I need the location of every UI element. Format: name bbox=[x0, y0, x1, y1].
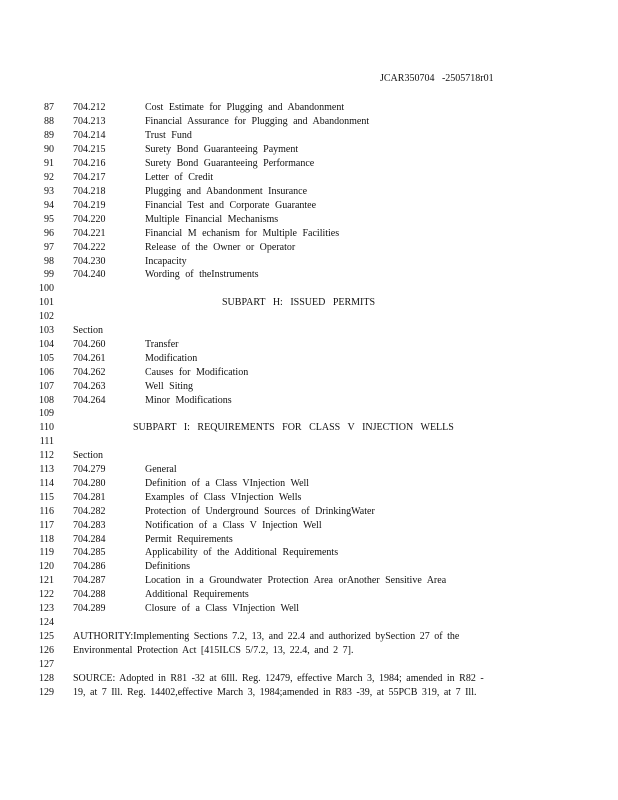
section-number: 704.285 bbox=[73, 547, 106, 558]
line-number: 102 bbox=[39, 311, 54, 322]
line-number: 94 bbox=[44, 200, 54, 211]
line-number: 98 bbox=[44, 256, 54, 267]
subpart-i-heading: SUBPART I: REQUIREMENTS FOR CLASS V INJECTION WELLS bbox=[133, 422, 454, 433]
line-number: 107 bbox=[39, 381, 54, 392]
line-number: 91 bbox=[44, 158, 54, 169]
section-title: Letter of Credit bbox=[145, 172, 214, 183]
section-title: Examples of Class VInjection Wells bbox=[145, 492, 302, 503]
section-number: 704.264 bbox=[73, 395, 106, 406]
section-title: Additional Requirements bbox=[145, 589, 249, 600]
line-number: 109 bbox=[39, 408, 54, 419]
section-number: 704.216 bbox=[73, 158, 106, 169]
line-number: 113 bbox=[39, 464, 54, 475]
section-number: 704.212 bbox=[73, 102, 106, 113]
section-number: 704.284 bbox=[73, 534, 106, 545]
section-number: 704.240 bbox=[73, 269, 106, 280]
section-title: Causes for Modification bbox=[145, 367, 249, 378]
line-number: 97 bbox=[44, 242, 54, 253]
section-number: 704.220 bbox=[73, 214, 106, 225]
section-label: Section bbox=[73, 325, 103, 336]
authority-line: Environmental Protection Act [415ILCS 5/7.2, 13, 22.4, and 2 7]. bbox=[73, 645, 354, 656]
line-number: 95 bbox=[44, 214, 54, 225]
line-number: 104 bbox=[39, 339, 54, 350]
section-number: 704.222 bbox=[73, 242, 106, 253]
line-number: 114 bbox=[39, 478, 54, 489]
line-number: 112 bbox=[39, 450, 54, 461]
line-number: 125 bbox=[39, 631, 54, 642]
line-number: 106 bbox=[39, 367, 54, 378]
section-title: General bbox=[145, 464, 177, 475]
section-number: 704.213 bbox=[73, 116, 106, 127]
source-line: 19, at 7 Ill. Reg. 14402,effective March 3, 1984;amended in R83 -39, at 55PCB 319, at 7 Ill. bbox=[73, 687, 477, 698]
section-number: 704.221 bbox=[73, 228, 106, 239]
section-number: 704.281 bbox=[73, 492, 106, 503]
section-title: Definitions bbox=[145, 561, 190, 572]
section-title: Plugging and Abandonment Insurance bbox=[145, 186, 308, 197]
section-label: Section bbox=[73, 450, 103, 461]
line-number: 116 bbox=[39, 506, 54, 517]
line-number: 89 bbox=[44, 130, 54, 141]
section-number: 704.260 bbox=[73, 339, 106, 350]
line-number: 123 bbox=[39, 603, 54, 614]
line-number: 124 bbox=[39, 617, 54, 628]
section-number: 704.288 bbox=[73, 589, 106, 600]
line-number: 87 bbox=[44, 102, 54, 113]
section-number: 704.262 bbox=[73, 367, 106, 378]
line-number: 101 bbox=[39, 297, 54, 308]
section-number: 704.215 bbox=[73, 144, 106, 155]
line-number: 129 bbox=[39, 687, 54, 698]
section-number: 704.217 bbox=[73, 172, 106, 183]
section-number: 704.230 bbox=[73, 256, 106, 267]
section-title: Financial Assurance for Plugging and Abandonment bbox=[145, 116, 370, 127]
section-title: Multiple Financial Mechanisms bbox=[145, 214, 279, 225]
subpart-h-heading: SUBPART H: ISSUED PERMITS bbox=[222, 297, 376, 308]
section-title: Applicability of the Additional Requirements bbox=[145, 547, 339, 558]
line-number: 120 bbox=[39, 561, 54, 572]
section-title: Location in a Groundwater Protection Area orAnother Sensitive Area bbox=[145, 575, 447, 586]
line-number: 128 bbox=[39, 673, 54, 684]
line-number: 118 bbox=[39, 534, 54, 545]
section-number: 704.286 bbox=[73, 561, 106, 572]
section-title: Cost Estimate for Plugging and Abandonment bbox=[145, 102, 345, 113]
line-number: 127 bbox=[39, 659, 54, 670]
line-number: 105 bbox=[39, 353, 54, 364]
section-title: Surety Bond Guaranteeing Performance bbox=[145, 158, 315, 169]
section-title: Trust Fund bbox=[145, 130, 192, 141]
section-number: 704.261 bbox=[73, 353, 106, 364]
section-title: Well Siting bbox=[145, 381, 194, 392]
line-number: 99 bbox=[44, 269, 54, 280]
section-number: 704.289 bbox=[73, 603, 106, 614]
section-number: 704.280 bbox=[73, 478, 106, 489]
section-title: Financial M echanism for Multiple Facilities bbox=[145, 228, 340, 239]
section-title: Wording of theInstruments bbox=[145, 269, 259, 280]
section-title: Financial Test and Corporate Guarantee bbox=[145, 200, 317, 211]
section-title: Modification bbox=[145, 353, 198, 364]
section-number: 704.263 bbox=[73, 381, 106, 392]
section-title: Definition of a Class VInjection Well bbox=[145, 478, 310, 489]
line-number: 88 bbox=[44, 116, 54, 127]
section-title: Minor Modifications bbox=[145, 395, 232, 406]
section-title: Incapacity bbox=[145, 256, 187, 267]
section-title: Permit Requirements bbox=[145, 534, 233, 545]
section-title: Surety Bond Guaranteeing Payment bbox=[145, 144, 299, 155]
source-line: SOURCE: Adopted in R81 -32 at 6Ill. Reg. 12479, effective March 3, 1984; amended in R82 - bbox=[73, 673, 484, 684]
section-number: 704.214 bbox=[73, 130, 106, 141]
section-number: 704.282 bbox=[73, 506, 106, 517]
line-number: 121 bbox=[39, 575, 54, 586]
line-number: 119 bbox=[39, 547, 54, 558]
line-number: 111 bbox=[39, 436, 54, 447]
line-number: 96 bbox=[44, 228, 54, 239]
authority-line: AUTHORITY:Implementing Sections 7.2, 13, and 22.4 and authorized bySection 27 of the bbox=[73, 631, 460, 642]
section-number: 704.219 bbox=[73, 200, 106, 211]
line-number: 92 bbox=[44, 172, 54, 183]
line-number: 90 bbox=[44, 144, 54, 155]
section-number: 704.283 bbox=[73, 520, 106, 531]
section-title: Transfer bbox=[145, 339, 179, 350]
section-number: 704.279 bbox=[73, 464, 106, 475]
line-number: 103 bbox=[39, 325, 54, 336]
section-title: Closure of a Class VInjection Well bbox=[145, 603, 300, 614]
section-number: 704.287 bbox=[73, 575, 106, 586]
section-title: Notification of a Class V Injection Well bbox=[145, 520, 322, 531]
line-number: 117 bbox=[39, 520, 54, 531]
line-number: 100 bbox=[39, 283, 54, 294]
line-number: 115 bbox=[39, 492, 54, 503]
line-number: 93 bbox=[44, 186, 54, 197]
section-number: 704.218 bbox=[73, 186, 106, 197]
section-title: Release of the Owner or Operator bbox=[145, 242, 296, 253]
line-number: 108 bbox=[39, 395, 54, 406]
line-number: 126 bbox=[39, 645, 54, 656]
section-title: Protection of Underground Sources of DrinkingWater bbox=[145, 506, 375, 517]
line-number: 110 bbox=[39, 422, 54, 433]
document-id-header: JCAR350704 -2505718r01 bbox=[380, 73, 494, 84]
line-number: 122 bbox=[39, 589, 54, 600]
